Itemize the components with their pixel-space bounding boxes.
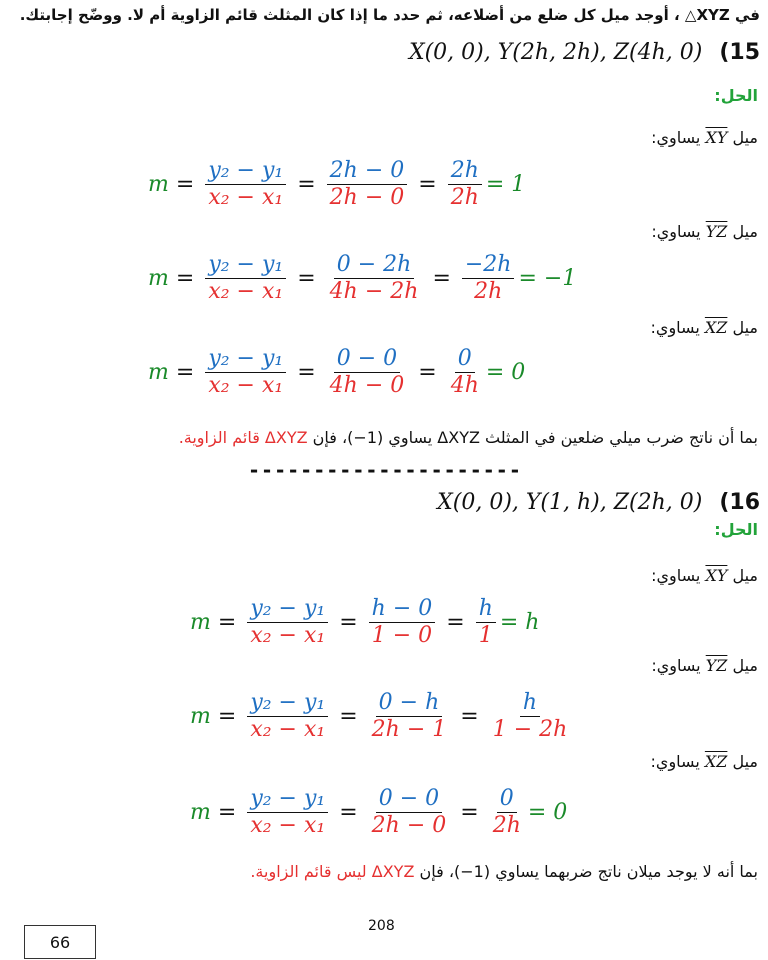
problem-points: X(0, 0), Y(1, h), Z(2h, 0) bbox=[437, 490, 703, 515]
problem-points: X(0, 0), Y(2h, 2h), Z(4h, 0) bbox=[408, 40, 703, 65]
problem-number: (16 bbox=[719, 490, 760, 515]
solution-label: الحل: bbox=[714, 86, 758, 105]
slope-formula: m = $\frac{\text{y₂ − y₁}}{\text{x₂ − x₁}}$ = $\frac{0 - 2h}{4h - 2h}$ = $\frac{-2h}{2h}$ = −1 bbox=[148, 252, 577, 304]
problem-intro: في XYZ△ ، أوجد ميل كل ضلع من أضلاعه، ثم حدد ما إذا كان المثلث قائم الزاوية أم لا. ووضّح إجابتك. bbox=[19, 6, 760, 24]
problem-15-header bbox=[409, 40, 760, 65]
slope-heading-xz: ميل XZ يساوي: bbox=[650, 752, 758, 771]
slope-heading-xy: ميل XY يساوي: bbox=[651, 566, 758, 585]
conclusion-16: بما أنه لا يوجد ميلان ناتج ضربهما يساوي (1−)، فإن ΔXYZ ليس قائم الزاوية. bbox=[250, 862, 758, 881]
solution-label: الحل: bbox=[714, 520, 758, 539]
problem-number: (15 bbox=[719, 40, 760, 65]
slope-heading-yz: ميل YZ يساوي: bbox=[651, 222, 758, 241]
slope-heading-xy: ميل XY يساوي: bbox=[651, 128, 758, 147]
slope-formula: m = $\frac{\text{y₂ − y₁}}{\text{x₂ − x₁}}$ = $\frac{0 - 0}{2h - 0}$ = $\frac{0}{2h}$ = 0 bbox=[190, 786, 568, 838]
problem-16-header bbox=[437, 490, 760, 515]
conclusion-15: بما أن ناتج ضرب ميلي ضلعين في المثلث ΔXYZ يساوي (1−)، فإن ΔXYZ قائم الزاوية. bbox=[178, 428, 758, 447]
slope-formula: m = $\frac{\text{y₂ − y₁}}{\text{x₂ − x₁}}$ = $\frac{0 - 0}{4h - 0}$ = $\frac{0}{4h}$ = 0 bbox=[148, 346, 526, 398]
slope-heading-yz: ميل YZ يساوي: bbox=[651, 656, 758, 675]
slope-heading-xz: ميل XZ يساوي: bbox=[650, 318, 758, 337]
divider: --------------------- bbox=[248, 458, 522, 482]
page-box-number: 66 bbox=[24, 925, 96, 959]
slope-formula: m = $\frac{\text{y₂ − y₁}}{\text{x₂ − x₁}}$ = $\frac{2h - 0}{2h - 0}$ = $\frac{2h}{2h}$ = 1 bbox=[148, 158, 526, 210]
slope-formula: m = $\frac{\text{y₂ − y₁}}{\text{x₂ − x₁}}$ = $\frac{h - 0}{1 - 0}$ = $\frac{h}{1}$ = h bbox=[190, 596, 540, 648]
slope-formula: m = $\frac{\text{y₂ − y₁}}{\text{x₂ − x₁}}$ = $\frac{0 - h}{2h - 1}$ = $\frac{h}{1 - 2h}$ bbox=[190, 690, 568, 742]
page-number: 208 bbox=[368, 918, 395, 934]
